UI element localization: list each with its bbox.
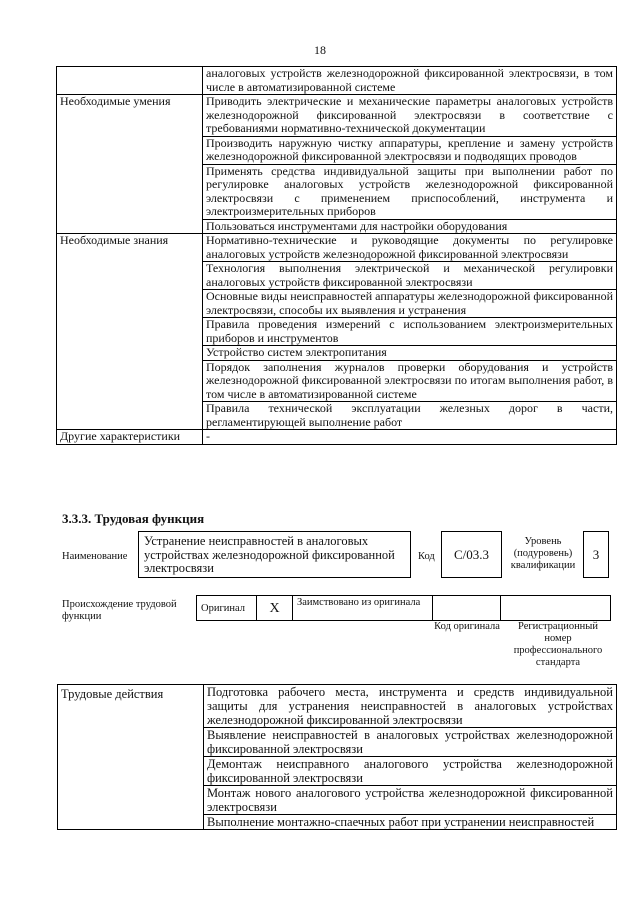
other-characteristics-label: Другие характеристики <box>57 430 203 445</box>
reg-number-label: Регистрационный номер профессионального стандарта <box>513 621 603 668</box>
code-original-cell <box>433 596 501 621</box>
continuation-cell: аналоговых устройств железнодорожной фиксированной электросвязи, в том числе в автоматизированной системе <box>203 67 617 95</box>
labor-action-item: Подготовка рабочего места, инструмента и средств индивидуальной защиты для устранения неисправностей в аналоговых устройствах железнодорожной фиксированной электросвязи <box>204 685 617 728</box>
knowledge-item: Правила технической эксплуатации железных дорог в части, регламентирующей выполнение работ <box>203 402 617 430</box>
table-row <box>57 67 617 95</box>
table-row <box>57 95 617 137</box>
requirements-table <box>56 66 617 445</box>
table-row <box>58 685 617 728</box>
knowledge-item: Основные виды неисправностей аппаратуры железнодорожной фиксированной электросвязи, способы их выявления и устранения <box>203 290 617 318</box>
original-label: Оригинал <box>197 596 257 621</box>
function-code-box: С/03.3 <box>441 531 502 578</box>
name-label: Наименование <box>62 551 128 562</box>
labor-actions-table <box>57 684 617 830</box>
labor-action-item: Выполнение монтажно-спаечных работ при устранении неисправностей <box>204 815 617 830</box>
knowledge-item: Порядок заполнения журналов проверки оборудования и устройств железнодорожной фиксированной электросвязи по итогам выполнения работ, в том числе в автоматизированной системе <box>203 360 617 402</box>
table-cell-empty <box>57 67 203 95</box>
code-original-label: Код оригинала <box>434 621 500 632</box>
original-mark: X <box>257 596 293 621</box>
section-heading: 3.3.3. Трудовая функция <box>62 511 205 526</box>
knowledge-item: Правила проведения измерений с использованием электроизмерительных приборов и инструментов <box>203 318 617 346</box>
level-label: Уровень (подуровень) квалификации <box>510 536 576 571</box>
skill-item: Применять средства индивидуальной защиты при выполнении работ по регулировке аналоговых устройств железнодорожной фиксированной электросвязи с применением приспособлений, инструмента и электроизмерительных приборов <box>203 164 617 219</box>
origin-table <box>196 595 611 621</box>
skill-item: Производить наружную чистку аппаратуры, крепление и замену устройств железнодорожной фиксированной электросвязи и подводящих проводов <box>203 136 617 164</box>
labor-action-item: Монтаж нового аналогового устройства железнодорожной фиксированной электросвязи <box>204 786 617 815</box>
origin-label: Происхождение трудовой функции <box>62 599 177 622</box>
borrowed-label: Заимствовано из оригинала <box>293 596 433 621</box>
reg-number-cell <box>501 596 611 621</box>
labor-action-item: Выявление неисправностей в аналоговых устройствах железнодорожной фиксированной электросвязи <box>204 728 617 757</box>
knowledge-item: Нормативно-технические и руководящие документы по регулировке аналоговых устройств железнодорожной фиксированной электросвязи <box>203 234 617 262</box>
code-label: Код <box>418 551 435 562</box>
labor-action-item: Демонтаж неисправного аналогового устройства железнодорожной фиксированной электросвязи <box>204 757 617 786</box>
skill-item: Приводить электрические и механические параметры аналоговых устройств железнодорожной фиксированной электросвязи в соответствие с требованиями нормативно-технической документации <box>203 95 617 137</box>
function-name-box: Устранение неисправностей в аналоговых устройствах железнодорожной фиксированной электросвязи <box>138 531 411 578</box>
knowledge-label: Необходимые знания <box>57 234 203 430</box>
table-row <box>57 234 617 262</box>
level-value-box: 3 <box>583 531 609 578</box>
skills-label: Необходимые умения <box>57 95 203 234</box>
other-characteristics-value: - <box>203 430 617 445</box>
table-row <box>197 596 611 621</box>
knowledge-item: Технология выполнения электрической и механической регулировки аналоговых устройств фиксированной электросвязи <box>203 262 617 290</box>
knowledge-item: Устройство систем электропитания <box>203 346 617 361</box>
page-number: 18 <box>314 43 326 57</box>
table-row <box>57 430 617 445</box>
skill-item: Пользоваться инструментами для настройки оборудования <box>203 219 617 234</box>
labor-actions-label: Трудовые действия <box>58 685 204 830</box>
